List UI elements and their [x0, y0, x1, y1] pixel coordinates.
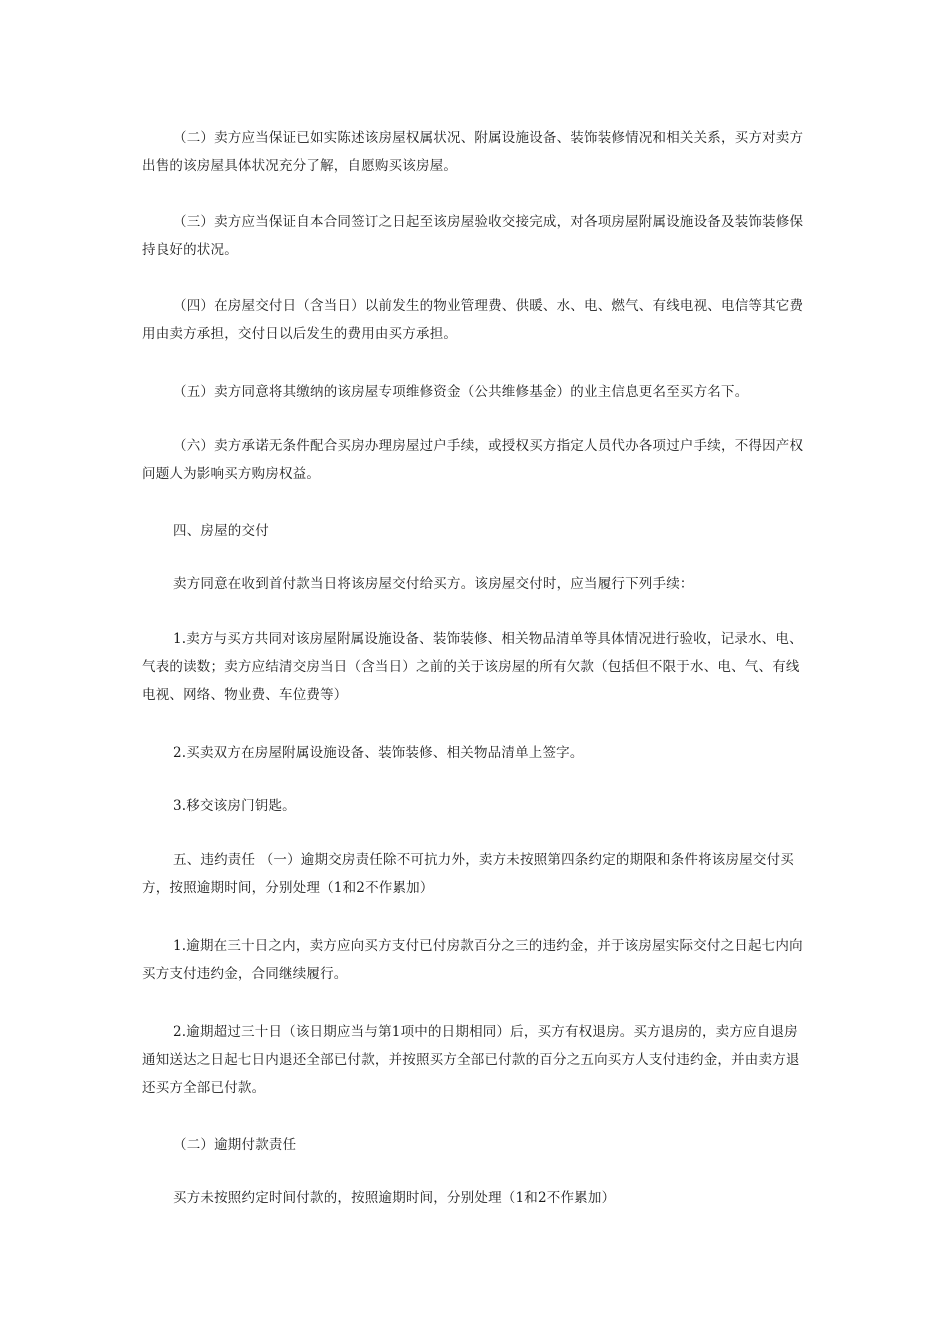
- paragraph-delivery-item-2: 2.买卖双方在房屋附属设施设备、装饰装修、相关物品清单上签字。: [173, 745, 584, 761]
- paragraph-delivery-item-1: 1.卖方与买方共同对该房屋附属设施设备、装饰装修、相关物品清单等具体情况进行验收，记录水、电、气表的读数；卖方应结清交房当日（含当日）之前的关于该房屋的所有欠款（包括但不限于水、电、气、有线电视、网络、物业费、车位费等）: [142, 631, 803, 703]
- paragraph-late-delivery-1: 1.逾期在三十日之内，卖方应向买方支付已付房款百分之三的违约金，并于该房屋实际交付之日起七内向买方支付违约金，合同继续履行。: [142, 938, 803, 982]
- paragraph-delivery-item-3: 3.移交该房门钥匙。: [173, 798, 296, 814]
- paragraph-late-payment-intro: 买方未按照约定时间付款的，按照逾期时间，分别处理（1和2不作累加）: [173, 1190, 616, 1206]
- paragraph-transfer-cooperation: （六）卖方承诺无条件配合买房办理房屋过户手续，或授权买方指定人员代办各项过户手续，不得因产权问题人为影响买方购房权益。: [142, 438, 804, 482]
- paragraph-delivery-intro: 卖方同意在收到首付款当日将该房屋交付给买方。该房屋交付时，应当履行下列手续：: [173, 576, 694, 592]
- section-heading-delivery: 四、房屋的交付: [173, 523, 269, 539]
- paragraph-maintenance-fund: （五）卖方同意将其缴纳的该房屋专项维修资金（公共维修基金）的业主信息更名至买方名下。: [173, 384, 749, 400]
- paragraph-fees-allocation: （四）在房屋交付日（含当日）以前发生的物业管理费、供暖、水、电、燃气、有线电视、电信等其它费用由卖方承担，交付日以后发生的费用由买方承担。: [142, 298, 804, 342]
- section-heading-liability: 五、违约责任 （一）逾期交房责任除不可抗力外，卖方未按照第四条约定的期限和条件将该房屋交付买方，按照逾期时间，分别处理（1和2不作累加）: [142, 852, 794, 896]
- paragraph-late-delivery-2: 2.逾期超过三十日（该日期应当与第1项中的日期相同）后，买方有权退房。买方退房的，卖方应自退房通知送达之日起七日内退还全部已付款，并按照买方全部已付款的百分之五向买方人支付违约金，并由卖方退还买方全部已付款。: [142, 1024, 800, 1096]
- paragraph-seller-guarantee-disclosure: （二）卖方应当保证已如实陈述该房屋权属状况、附属设施设备、装饰装修情况和相关关系，买方对卖方出售的该房屋具体状况充分了解，自愿购买该房屋。: [142, 130, 804, 174]
- paragraph-seller-guarantee-condition: （三）卖方应当保证自本合同签订之日起至该房屋验收交接完成，对各项房屋附属设施设备及装饰装修保持良好的状况。: [142, 214, 804, 258]
- subheading-late-payment: （二）逾期付款责任: [173, 1137, 297, 1153]
